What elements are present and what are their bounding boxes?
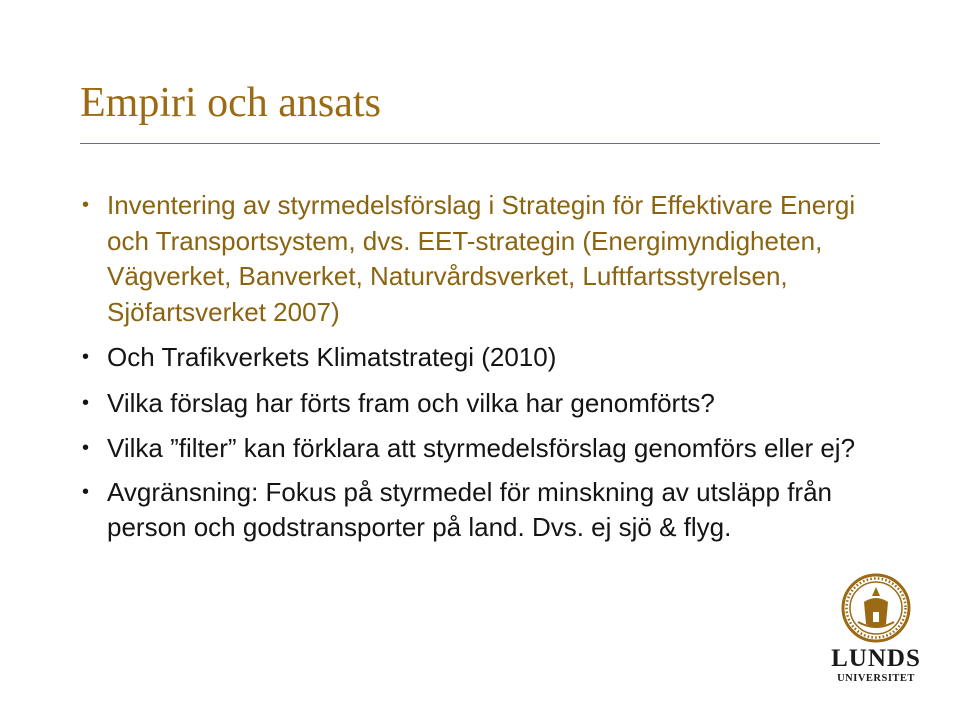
lund-university-logo — [828, 572, 924, 697]
bullet-point-icon: • — [82, 480, 90, 503]
bullet-text: Vilka ”filter” kan förklara att styrmedelsförslag genomförs eller ej? — [107, 433, 856, 463]
bullet-point-icon: • — [82, 437, 90, 459]
bullet-text: Avgränsning: Fokus på styrmedel för minskning av utsläpp från person och godstransporter på land. Dvs. ej sjö & flyg. — [107, 476, 832, 542]
bullet-text: Vilka förslag har förts fram och vilka har genomförts? — [107, 387, 715, 418]
bullet-item — [82, 431, 882, 467]
bullet-item — [82, 340, 882, 376]
bullet-point-icon: • — [82, 346, 90, 368]
bullet-list — [82, 188, 882, 556]
bullet-text: Och Trafikverkets Klimatstrategi (2010) — [107, 342, 557, 372]
title-divider — [80, 143, 880, 144]
bullet-text: Inventering av styrmedelsförslag i Strategin för Effektivare Energi och Transportsystem, dvs. EET-strategin (Energimyndigheten, Vägverket, Banverket, Naturvårdsverket, Luftfartsstyrelsen, Sjöfartsverket 2007) — [107, 190, 856, 327]
bullet-point-icon: • — [82, 194, 90, 216]
bullet-item — [82, 188, 882, 330]
bullet-item — [82, 475, 882, 546]
logo-name: LUNDS — [831, 645, 921, 672]
slide-title: Empiri och ansats — [80, 80, 381, 126]
logo-subtitle: UNIVERSITET — [837, 673, 915, 684]
university-seal-icon — [828, 572, 924, 644]
bullet-point-icon: • — [82, 391, 90, 414]
bullet-item — [82, 386, 882, 422]
